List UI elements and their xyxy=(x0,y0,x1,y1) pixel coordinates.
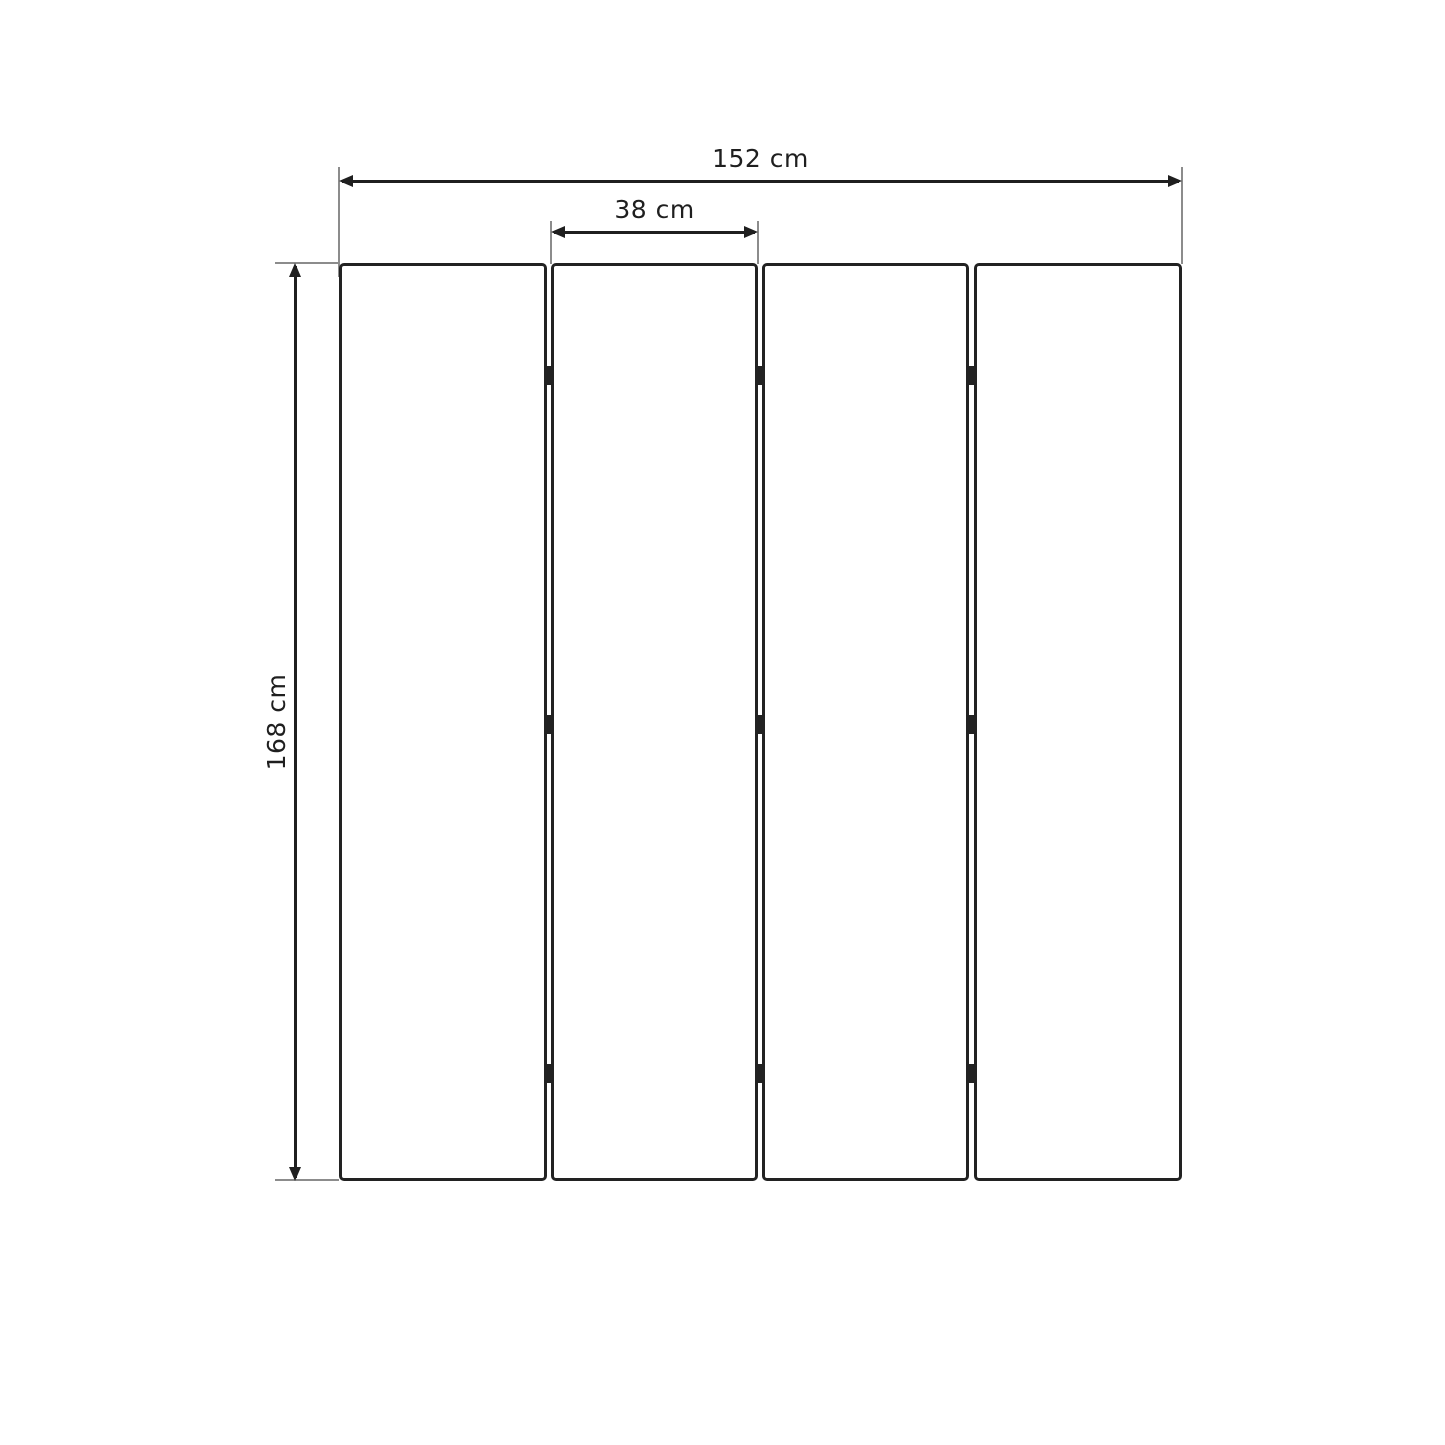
hinge-gap3-bottom xyxy=(966,1064,976,1083)
hinge-gap2-top xyxy=(755,366,765,385)
panel-width-arrowhead-left-icon xyxy=(551,226,565,238)
panel-3 xyxy=(762,263,969,1181)
hinge-gap1-bottom xyxy=(544,1064,554,1083)
panel-1 xyxy=(339,263,547,1181)
hinge-gap1-middle xyxy=(544,715,554,734)
hinge-gap2-bottom xyxy=(755,1064,765,1083)
hinge-gap3-middle xyxy=(966,715,976,734)
panel-4 xyxy=(974,263,1182,1181)
total-width-arrowhead-left-icon xyxy=(339,175,353,187)
hinge-gap1-top xyxy=(544,366,554,385)
height-tick-line-top xyxy=(275,262,339,264)
hinge-gap3-top xyxy=(966,366,976,385)
height-dimension-line xyxy=(294,266,297,1178)
height-arrowhead-top-icon xyxy=(289,263,301,277)
panel-width-dimension-line xyxy=(554,231,755,234)
panel-width-arrowhead-right-icon xyxy=(744,226,758,238)
hinge-gap2-middle xyxy=(755,715,765,734)
panel-width-dimension-label: 38 cm xyxy=(614,195,695,224)
total-width-arrowhead-right-icon xyxy=(1168,175,1182,187)
total-width-dimension-label: 152 cm xyxy=(712,144,809,173)
height-dimension-label: 168 cm xyxy=(262,673,291,771)
total-width-dimension-line xyxy=(342,180,1179,183)
panel-2 xyxy=(551,263,758,1181)
height-arrowhead-bottom-icon xyxy=(289,1167,301,1181)
height-tick-line-bottom xyxy=(275,1179,339,1181)
